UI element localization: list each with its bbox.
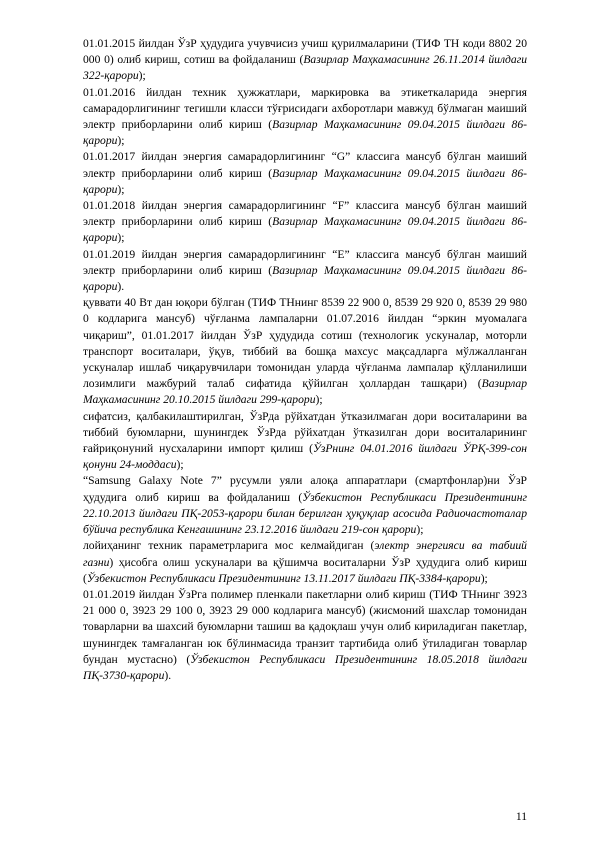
legal-reference: Ўзбекистон Республикаси Президентининг 18.05.2018 йилдаги ПҚ-3730-қарори — [83, 652, 527, 682]
legal-reference: Вазирлар Маҳкамасининг 09.04.2015 йилдаги 86-қарори — [83, 215, 528, 245]
paragraph-class-g: 01.01.2017 йилдан энергия самарадорлигининг “G” классига мансуб бўлган маиший электр приборларини олиб кириш (Вазирлар Маҳкамасининг 09.04.2015 йилдаги 86-қарори); — [83, 150, 528, 196]
paragraph-energy-labels: 01.01.2016 йилдан техник ҳужжатлари, маркировка ва этикеткаларида энергия самарадорлигининг тегишли класси тўғрисидаги ахборотлари мавжуд бўлмаган маиший электр приборларини олиб кириш (Вазирлар Маҳкамасининг 09.04.2015 йилдаги 86-қарори); — [83, 85, 528, 148]
paragraph-uav: 01.01.2015 йилдан ЎзР ҳудудига учувчисиз учиш қурилмаларини (ТИФ ТН коди 8802 20 000 0) олиб кириш, сотиш ва фойдаланиш (Вазирлар Маҳкамасининг 26.11.2014 йилдаги 322-қарори); — [83, 37, 528, 83]
legal-reference: Ўзбекистон Республикаси Президентининг 22.10.2013 йилдаги ПҚ-2053-қарори билан берилган ҳуқуқлар асосида Радиочастоталар бўйича республика Кенгашининг 23.12.2016 йилдаги 219-сон қарори — [83, 490, 527, 537]
paragraph-metering-devices: лойиҳанинг техник параметрларига мос келмайдиган (электр энергияси ва табиий газни) ҳисобга олиш ускуналари ва қўшимча воситаларни ЎзР ҳудудига олиб кириш (Ўзбекистон Республикаси Президентининг 13.11.2017 йилдаги ПҚ-3384-қарори); — [83, 539, 527, 585]
legal-reference: Вазирлар Маҳкамасининг 26.11.2014 йилдаги 322-қарори — [83, 53, 528, 83]
legal-reference: ЎзРнинг 04.01.2016 йилдаги ЎРҚ-399-сон қонуни 24-моддаси — [83, 442, 527, 472]
paragraph-medicines: сифатсиз, қалбакилаштирилган, ЎзРда рўйхатдан ўтказилмаган дори воситаларини ва тиббий буюмларни, шунингдек ЎзРда рўйхатдан ўтказилган дори воситаларининг ғайриқонуний нусхаларини импорт қилиш (ЎзРнинг 04.01.2016 йилдаги ЎРҚ-399-сон қонуни 24-моддаси); — [83, 409, 527, 472]
legal-reference: Вазирлар Маҳкамасининг 09.04.2015 йилдаги 86-қарори — [83, 166, 528, 196]
legal-reference: Вазирлар Маҳкамасининг 09.04.2015 йилдаги 86-қарори — [83, 263, 528, 294]
paragraph-class-f: 01.01.2018 йилдан энергия самарадорлигининг “F” классига мансуб бўлган маиший электр приборларини олиб кириш (Вазирлар Маҳкамасининг 09.04.2015 йилдаги 86-қарори); — [83, 199, 528, 245]
paragraph-polymer-bags: 01.01.2019 йилдан ЎзРга полимер пленкали пакетларни олиб кириш (ТИФ ТНнинг 3923 21 000 0, 3923 29 100 0, 3923 29 000 кодларига мансуб) (жисмоний шахслар томонидан товарларни ва шахсий буюмларни ташиш ва қадоқлаш учун олиб кириладиган пакетлар, шунингдек тамғаланган юк бўлинмасида транзит тартибида олиб ўтиладиган товарлар бундан мустасно) (Ўзбекистон Республикаси Президентининг 18.05.2018 йилдаги ПҚ-3730-қарори). — [83, 587, 527, 682]
legal-reference: Ўзбекистон Республикаси Президентининг 13.11.2017 йилдаги ПҚ-3384-қарори — [86, 571, 481, 585]
legal-reference: электр энергияси ва табиий газни — [83, 539, 527, 569]
paragraph-class-e: 01.01.2019 йилдан энергия самарадорлигининг “E” классига мансуб бўлган маиший электр приборларини олиб кириш (Вазирлар Маҳкамасининг 09.04.2015 йилдаги 86-қарори). — [83, 247, 528, 294]
page-number: 11 — [515, 810, 527, 823]
legal-reference: Вазирлар Маҳкамасининг 20.10.2015 йилдаги 299-қарори — [83, 377, 527, 407]
paragraph-samsung: “Samsung Galaxy Note 7” русумли уяли алоқа аппаратлари (смартфонлар)ни ЎзР ҳудудига олиб кириш ва фойдаланиш (Ўзбекистон Республикаси Президентининг 22.10.2013 йилдаги ПҚ-2053-қарори билан берилган ҳуқуқлар асосида Радиочастоталар бўйича республика Кенгашининг 23.12.2016 йилдаги 219-сон қарори); — [83, 474, 527, 537]
document-body — [83, 36, 527, 684]
paragraph-incandescent-lamps: қуввати 40 Вт дан юқори бўлган (ТИФ ТНнинг 8539 22 900 0, 8539 29 920 0, 8539 29 980 0 кодларига мансуб) чўғланма лампаларни 01.07.2016 йилдан “эркин муомалага чиқариш”, 01.01.2017 йилдан ЎзР ҳудудида сотиш (технологик ускуналар, моторли транспорт воситалари, ўқув, тиббий ва бошқа махсус мақсадларга мўлжалланган ускуналар ишлаб чиқарувчилари томонидан уларда чўғланма лампалар қўлланилиши лозимлиги мажбурий талаб сифатида қўйилган ҳоллардан ташқари) (Вазирлар Маҳкамасининг 20.10.2015 йилдаги 299-қарори); — [83, 296, 527, 407]
legal-reference: Вазирлар Маҳкамасининг 09.04.2015 йилдаги 86-қарори — [83, 118, 528, 148]
